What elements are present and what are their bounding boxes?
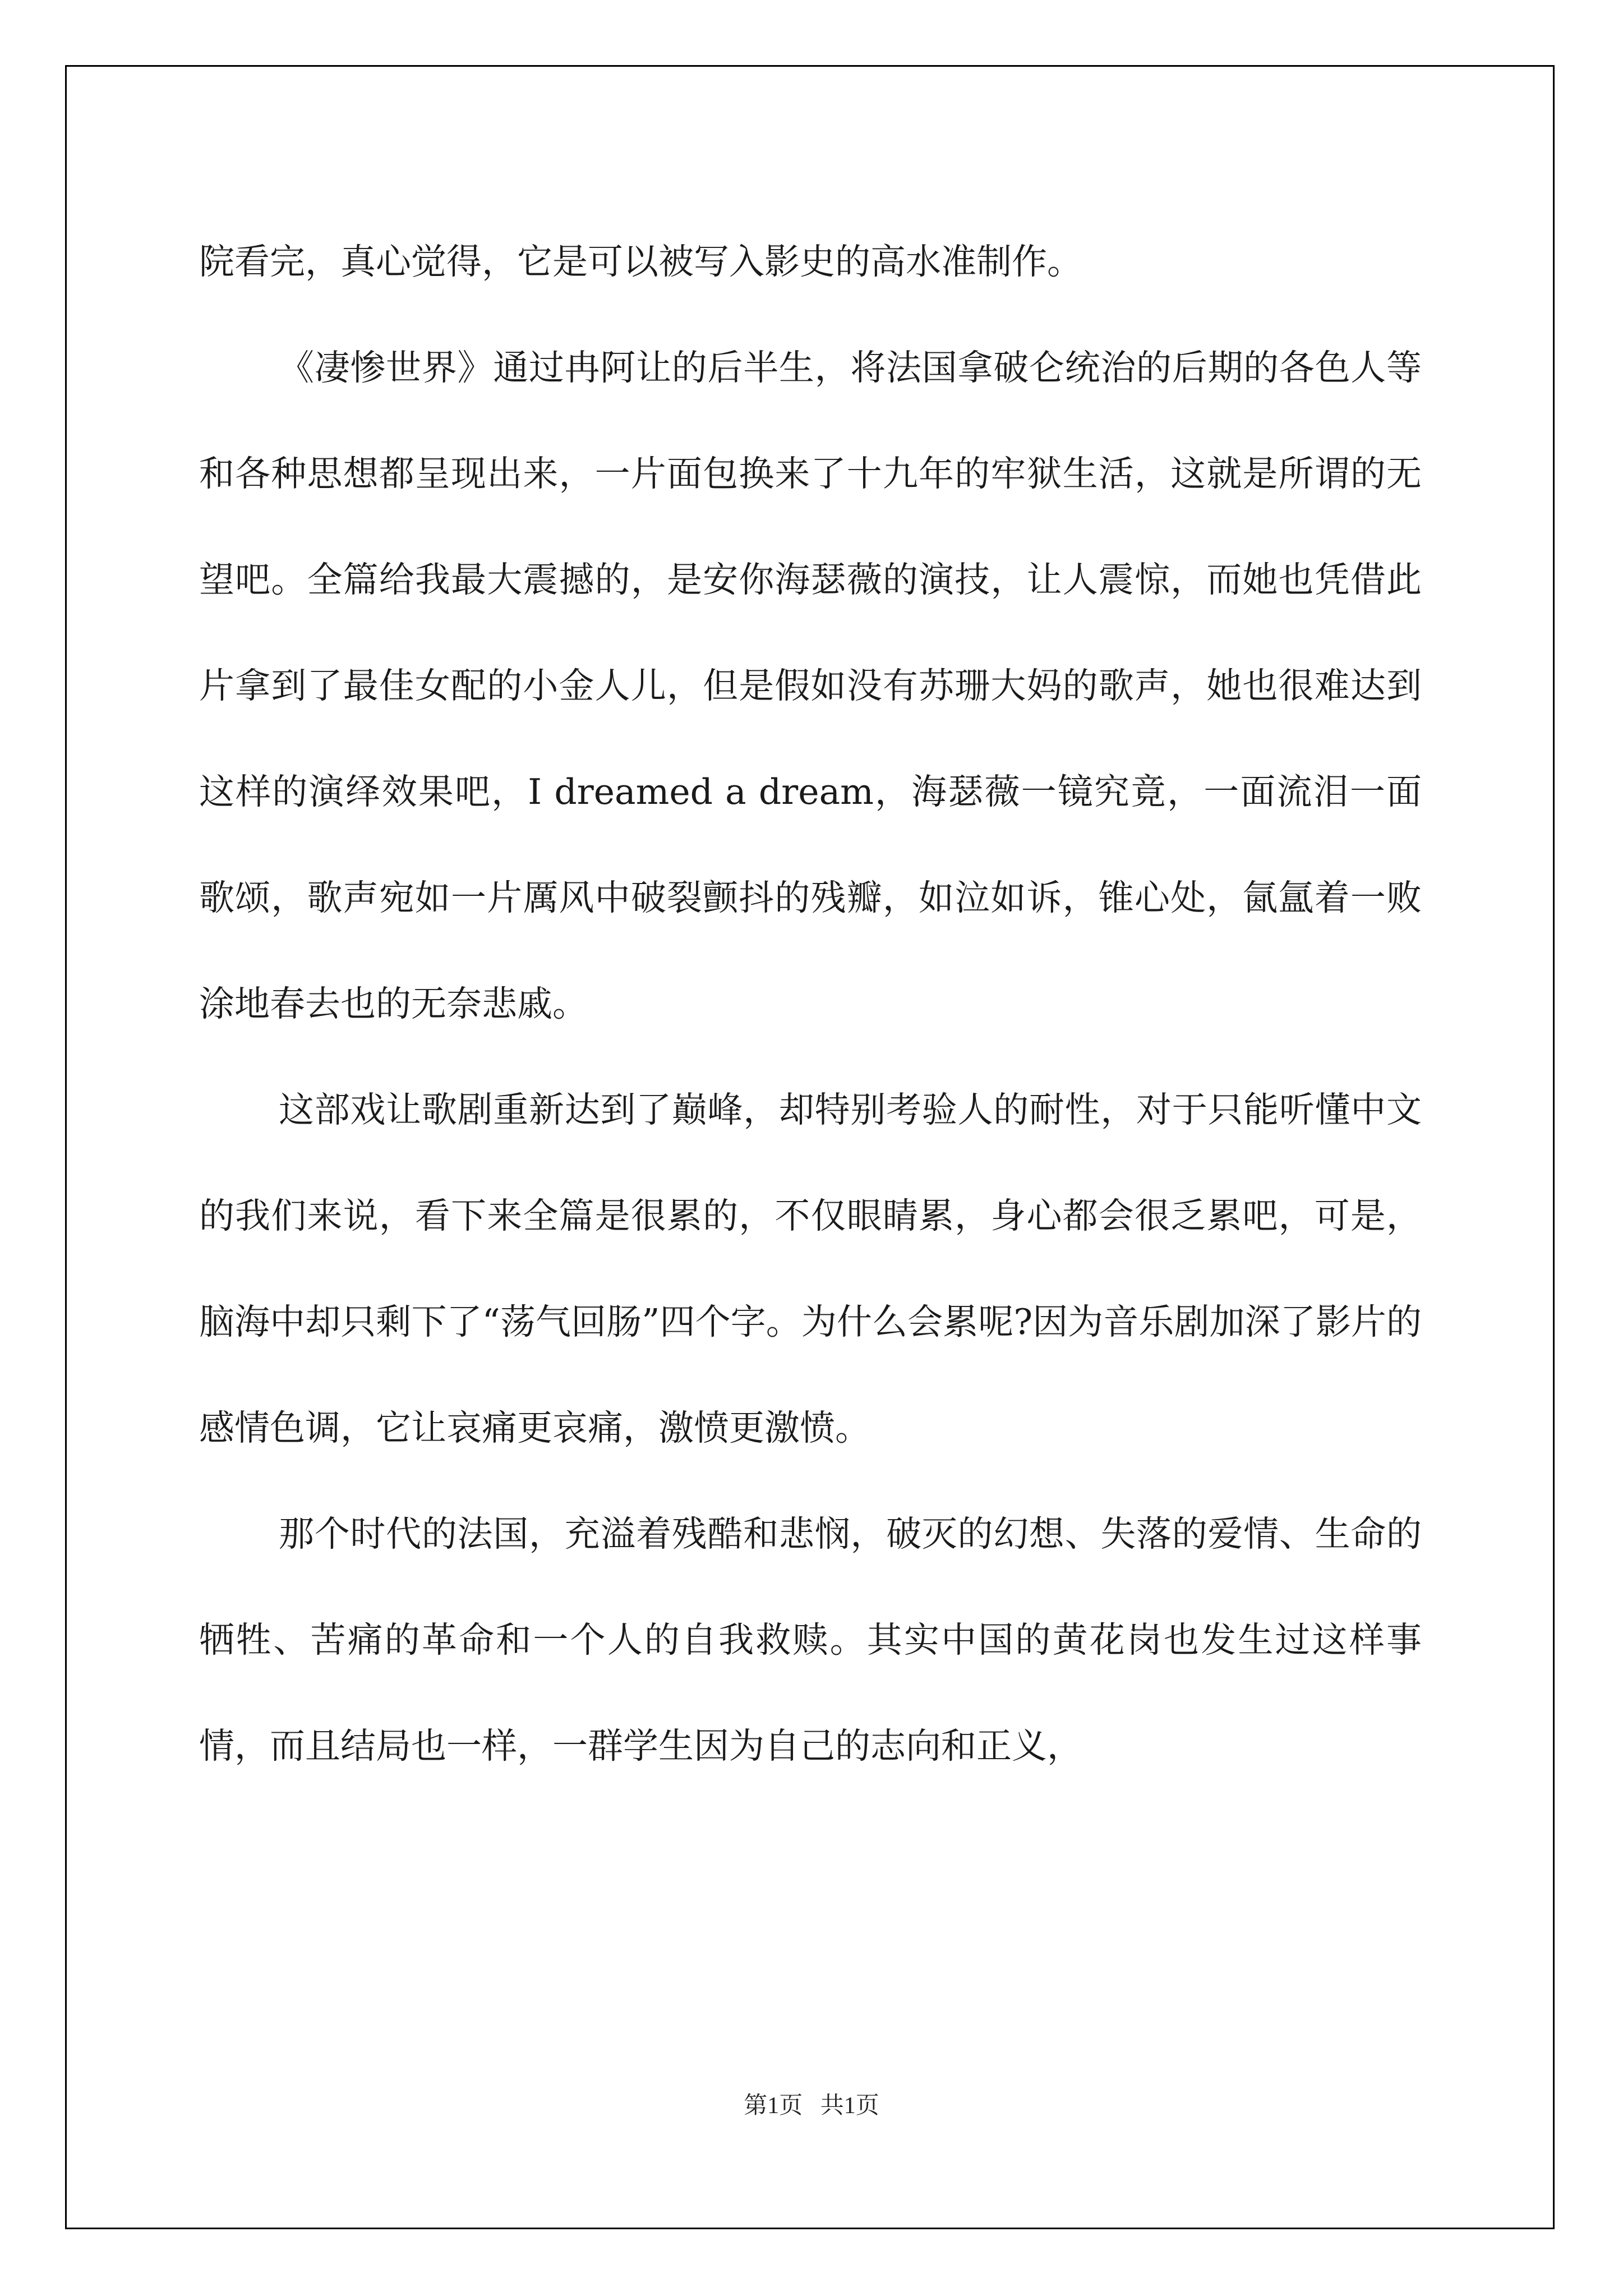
paragraph: 那个时代的法国，充溢着残酷和悲悯，破灭的幻想、失落的爱情、生命的牺牲、苦痛的革命和一个人的自我救赎。其实中国的黄花岗也发生过这样事情，而且结局也一样，一群学生因为自己的志向和正义， (199, 1513, 1422, 1766)
paragraph: 这部戏让歌剧重新达到了巅峰，却特别考验人的耐性，对于只能听懂中文的我们来说，看下来全篇是很累的，不仅眼睛累，身心都会很乏累吧，可是，脑海中却只剩下了“荡气回肠”四个字。为什么会累呢?因为音乐剧加深了影片的感情色调，它让哀痛更哀痛，激愤更激愤。 (199, 1089, 1422, 1448)
document-body (199, 209, 1422, 1799)
page-number-footer: 第1页 共1页 (744, 2093, 879, 2119)
paragraph: 《凄惨世界》通过冉阿让的后半生，将法国拿破仑统治的后期的各色人等和各种思想都呈现出来，一片面包换来了十九年的牢狱生活，这就是所谓的无望吧。全篇给我最大震撼的，是安你海瑟薇的演技，让人震惊，而她也凭借此片拿到了最佳女配的小金人儿，但是假如没有苏珊大妈的歌声，她也很难达到这样的演绎效果吧，I dreamed a dream，海瑟薇一镜究竟，一面流泪一面歌颂，歌声宛如一片厲风中破裂颤抖的残瓣，如泣如诉，锥心处，氤氲着一败涂地春去也的无奈悲戚。 (199, 347, 1422, 1024)
paragraph: 院看完，真心觉得，它是可以被写入影史的高水准制作。 (199, 241, 1082, 282)
